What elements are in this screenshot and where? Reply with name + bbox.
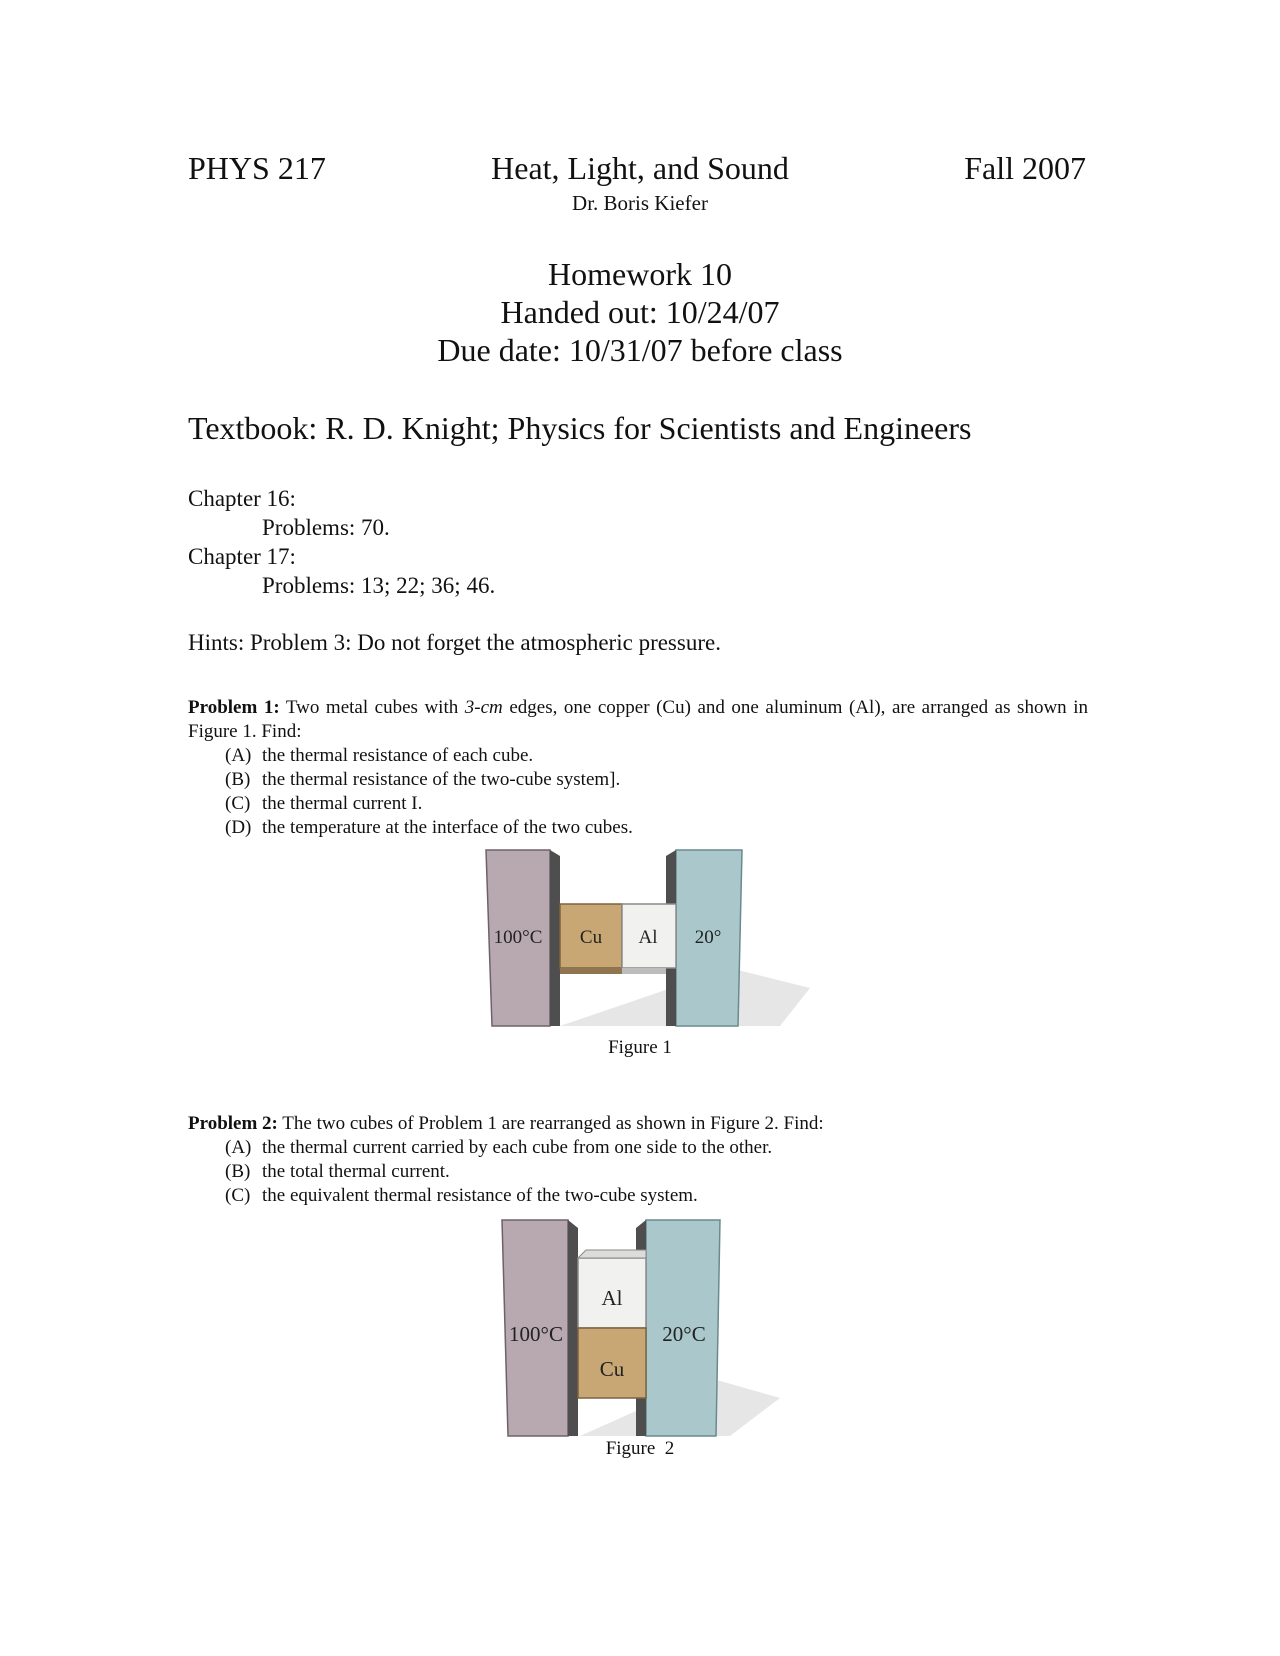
term: Fall 2007 bbox=[964, 150, 1086, 186]
item-marker: (A) bbox=[225, 745, 252, 766]
instructor-name: Dr. Boris Kiefer bbox=[572, 191, 708, 215]
problem-1-text-a: Two metal cubes with bbox=[279, 697, 465, 718]
figure-1-drawing bbox=[480, 848, 810, 1028]
item-marker: (C) bbox=[225, 1185, 251, 1206]
item-marker: (C) bbox=[225, 793, 251, 814]
figure-1-aluminum-label: Al bbox=[638, 927, 658, 948]
homework-title: Homework 10 bbox=[548, 256, 732, 292]
figure-1-hot-label: 100°C bbox=[493, 927, 543, 948]
chapter-17-label: Chapter 17: bbox=[188, 544, 296, 569]
problem-2-questions bbox=[225, 1136, 772, 1208]
item-text: the thermal resistance of the two-cube system]. bbox=[262, 769, 621, 790]
figure-2 bbox=[500, 1218, 790, 1438]
list-item bbox=[225, 1184, 772, 1208]
item-marker: (D) bbox=[225, 817, 252, 838]
item-text: the thermal current carried by each cube from one side to the other. bbox=[262, 1137, 773, 1158]
list-item bbox=[225, 1160, 772, 1184]
course-code: PHYS 217 bbox=[188, 150, 326, 186]
item-text: the thermal resistance of each cube. bbox=[262, 745, 534, 766]
figure-1-copper-cube-bottom bbox=[560, 968, 622, 974]
figure-1-caption: Figure 1 bbox=[608, 1037, 672, 1058]
problem-1-questions bbox=[225, 744, 633, 840]
figure-1-copper-label: Cu bbox=[579, 927, 603, 948]
item-text: the temperature at the interface of the two cubes. bbox=[262, 817, 633, 838]
figure-2-hot-label: 100°C bbox=[509, 1322, 563, 1346]
figure-1-aluminum-cube-bottom bbox=[622, 968, 666, 974]
problem-2-label: Problem 2: bbox=[188, 1113, 278, 1134]
item-text: the thermal current I. bbox=[262, 793, 423, 814]
figure-1 bbox=[480, 848, 810, 1028]
item-marker: (B) bbox=[225, 769, 251, 790]
problem-1-label: Problem 1: bbox=[188, 697, 280, 718]
figure-2-aluminum-cube-top bbox=[578, 1250, 646, 1258]
list-item bbox=[225, 816, 633, 840]
figure-2-cold-label: 20°C bbox=[662, 1322, 706, 1346]
hints-line: Hints: Problem 3: Do not forget the atmospheric pressure. bbox=[188, 630, 721, 655]
list-item bbox=[225, 792, 633, 816]
figure-2-copper-label: Cu bbox=[599, 1357, 625, 1381]
problem-1-edge-size: 3-cm bbox=[464, 697, 503, 718]
chapter-17-problems: Problems: 13; 22; 36; 46. bbox=[262, 573, 496, 598]
problem-1-statement bbox=[188, 696, 1088, 744]
list-item bbox=[225, 744, 633, 768]
handed-out-date: Handed out: 10/24/07 bbox=[500, 294, 780, 330]
problem-2-statement bbox=[188, 1112, 1088, 1136]
figure-2-hot-block-side bbox=[568, 1220, 578, 1436]
item-marker: (B) bbox=[225, 1161, 251, 1182]
course-title: Heat, Light, and Sound bbox=[491, 150, 789, 186]
chapter-16-problems: Problems: 70. bbox=[262, 515, 390, 540]
figure-2-caption: Figure 2 bbox=[605, 1438, 675, 1459]
due-date: Due date: 10/31/07 before class bbox=[437, 332, 843, 368]
problem-1-text-b: edges, one copper (Cu) and one aluminum (Al), are arranged as shown in Figure 1. Find: bbox=[188, 697, 1088, 742]
item-text: the equivalent thermal resistance of the two-cube system. bbox=[262, 1185, 698, 1206]
figure-1-hot-block-side bbox=[550, 850, 560, 1026]
figure-2-aluminum-label: Al bbox=[601, 1286, 623, 1310]
list-item bbox=[225, 768, 633, 792]
item-text: the total thermal current. bbox=[262, 1161, 450, 1182]
figure-1-cold-label: 20° bbox=[694, 927, 722, 948]
problem-2-text: The two cubes of Problem 1 are rearranged as shown in Figure 2. Find: bbox=[277, 1113, 824, 1134]
figure-2-drawing bbox=[500, 1218, 790, 1438]
chapter-16-label: Chapter 16: bbox=[188, 486, 296, 511]
textbook-line: Textbook: R. D. Knight; Physics for Scientists and Engineers bbox=[188, 410, 972, 446]
item-marker: (A) bbox=[225, 1137, 252, 1158]
list-item bbox=[225, 1136, 772, 1160]
